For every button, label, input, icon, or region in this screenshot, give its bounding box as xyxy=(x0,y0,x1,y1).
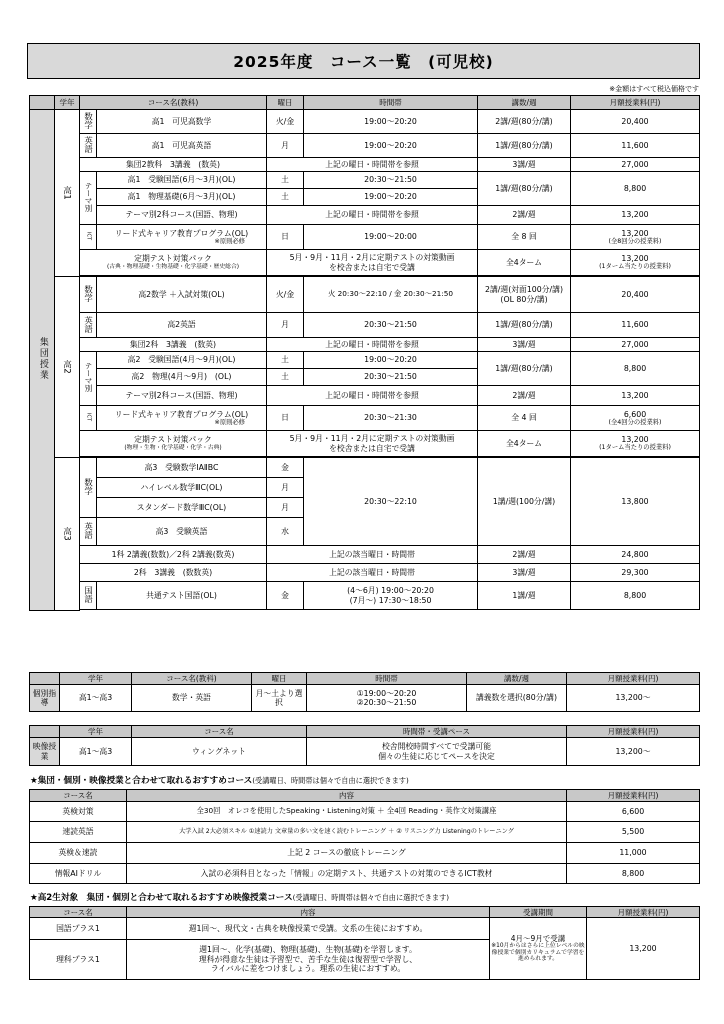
course-lectures: 3講/週 xyxy=(478,338,571,352)
course-period: 4月～9月で受講 ※10月からはさらに上位レベルの映像授業で個別カリキュラムで学習を進められます。 xyxy=(490,918,587,980)
course-lectures: 1講/週 xyxy=(478,582,571,610)
course-time: 上記の曜日・時間帯を参照 xyxy=(267,386,478,406)
course-time: 20:30～21:50 xyxy=(304,369,478,386)
tax-note: ※金額はすべて税込価格です xyxy=(609,85,699,93)
course-lectures: 2講/週(対面100分/講)(OL 80分/講) xyxy=(478,277,571,313)
course-fee: 29,300 xyxy=(571,564,700,582)
course-time: 19:00～20:20 xyxy=(304,189,478,206)
course-day: 土 xyxy=(267,369,304,386)
header-grade: 学年 xyxy=(60,726,132,738)
course-content: 入試の必須科目となった「情報」の定期テスト、共通テストの対策のできるICT教材 xyxy=(127,864,567,884)
course-name: 定期テスト対策パック (物理・生物・化学基礎・化学・古典) xyxy=(80,431,267,457)
course-fee: 27,000 xyxy=(571,338,700,352)
table-row xyxy=(30,458,700,478)
section-label: 個別指導 xyxy=(30,685,60,712)
table-row xyxy=(30,313,700,338)
course-name: 共通テスト国語(OL) xyxy=(97,582,267,610)
grade-label: 高1 xyxy=(55,110,80,277)
header-grade: 学年 xyxy=(60,673,132,685)
course-fee: 13,200 (1ターム当たりの授業料) xyxy=(571,431,700,457)
course-day: 土 xyxy=(267,172,304,189)
course-fee: 8,800 xyxy=(567,864,700,884)
course-fee: 13,200 xyxy=(571,386,700,406)
course-lectures: 2講/週 xyxy=(478,206,571,225)
course-time: 上記の曜日・時間帯を参照 xyxy=(267,206,478,225)
course-day: 日 xyxy=(267,225,304,250)
course-lectures: 1講/週(100分/講) xyxy=(478,458,571,546)
course-day: 月 xyxy=(267,134,304,158)
header-period: 受講期間 xyxy=(490,907,587,918)
subject-label: 英語 xyxy=(80,518,97,546)
course-lectures: 講義数を選択(80分/講) xyxy=(467,685,567,712)
course-time: 20:30～21:30 xyxy=(304,406,478,431)
course-time: 20:30～21:50 xyxy=(304,313,478,338)
course-name: 英検対策 xyxy=(30,802,127,822)
course-fee: 24,800 xyxy=(571,546,700,564)
course-name: 高2数学 ＋入試対策(OL) xyxy=(97,277,267,313)
course-content: 週1回～、現代文・古典を映像授業で受講。文系の生徒におすすめ。 xyxy=(127,918,490,940)
course-fee: 13,200 xyxy=(571,206,700,225)
table-row xyxy=(30,822,700,843)
course-day: 月 xyxy=(267,498,304,518)
header-grade: 学年 xyxy=(55,96,80,110)
course-fee: 20,400 xyxy=(571,277,700,313)
course-day: 火/金 xyxy=(267,277,304,313)
course-lectures: 3講/週 xyxy=(478,564,571,582)
subject-label: テーマ別 xyxy=(80,352,97,406)
header-course: コース名(教科) xyxy=(132,673,252,685)
course-time: 19:00～20:00 xyxy=(304,225,478,250)
individual-table xyxy=(29,672,700,712)
course-fee: 8,800 xyxy=(571,172,700,206)
course-lectures: 1講/週(80分/講) xyxy=(478,172,571,206)
header-content: 内容 xyxy=(127,907,490,918)
course-name: 高2 物理(4月～9月) (OL) xyxy=(97,369,267,386)
course-name: 速読英語 xyxy=(30,822,127,843)
subject-label: 数学 xyxy=(80,458,97,518)
course-day: 火/金 xyxy=(267,110,304,134)
table-row xyxy=(30,338,700,352)
course-lectures: 2講/週(80分/講) xyxy=(478,110,571,134)
video-table xyxy=(29,725,700,766)
subject-label: ICT xyxy=(80,406,97,431)
course-fee: 13,800 xyxy=(571,458,700,546)
course-time: 19:00～20:20 xyxy=(304,352,478,369)
header-content: 内容 xyxy=(127,790,567,802)
course-name: スタンダード数学ⅢC(OL) xyxy=(97,498,267,518)
course-day: 日 xyxy=(267,406,304,431)
course-time: 19:00～20:20 xyxy=(304,134,478,158)
grade-label: 高3 xyxy=(55,458,80,611)
page-title: 2025年度 コース一覧 (可児校) xyxy=(27,43,700,79)
course-name: 高1 物理基礎(6月～3月)(OL) xyxy=(97,189,267,206)
course-lectures: 1講/週(80分/講) xyxy=(478,352,571,386)
header-fee: 月額授業料(円) xyxy=(587,907,700,918)
course-lectures: 全4ターム xyxy=(478,250,571,276)
section-label: 映像授業 xyxy=(30,738,60,766)
course-lectures: 1講/週(80分/講) xyxy=(478,134,571,158)
course-grade: 高1～高3 xyxy=(60,738,132,766)
course-name: リード式キャリア教育プログラム(OL) ※原則必修 xyxy=(97,225,267,250)
course-time: 19:00～20:20 xyxy=(304,110,478,134)
course-lectures: 全4ターム xyxy=(478,431,571,457)
course-grade: 高1～高3 xyxy=(60,685,132,712)
recommend-video-heading: ★高2生対象 集団・個別と合わせて取れるおすすめ映像授業コース(受講曜日、時間帯は個々で自由に選択できます) xyxy=(30,893,450,903)
table-row xyxy=(30,685,700,712)
course-day: 水 xyxy=(267,518,304,546)
course-lectures: 1講/週(80分/講) xyxy=(478,313,571,338)
course-name: テーマ別2科コース(国語、物理) xyxy=(97,386,267,406)
course-name: 高3 受験英語 xyxy=(97,518,267,546)
table-row xyxy=(30,864,700,884)
course-fee: 11,000 xyxy=(567,843,700,864)
table-row xyxy=(30,386,700,406)
course-name: 集団2教科 3講義 (数英) xyxy=(80,158,267,172)
header-course: コース名 xyxy=(132,726,307,738)
course-name: 情報AIドリル xyxy=(30,864,127,884)
subject-label: 英語 xyxy=(80,134,97,158)
course-name: 高1 可児高数学 xyxy=(97,110,267,134)
course-time: 上記の該当曜日・時間帯 xyxy=(267,564,478,582)
course-time: 20:30～21:50 xyxy=(304,172,478,189)
course-name: 高1 受験国語(6月～3月)(OL) xyxy=(97,172,267,189)
header-day: 曜日 xyxy=(267,96,304,110)
course-name: 集団2科 3講義 (数英) xyxy=(80,338,267,352)
course-name: 理科プラス1 xyxy=(30,940,127,980)
course-fee: 6,600 (全4回分の授業料) xyxy=(571,406,700,431)
table-row xyxy=(30,158,700,172)
header-fee: 月額授業料(円) xyxy=(567,790,700,802)
course-day: 月～土より選択 xyxy=(252,685,307,712)
table-row xyxy=(30,918,700,940)
table-row xyxy=(30,172,700,189)
course-time: 20:30～22:10 xyxy=(304,458,478,546)
course-fee: 6,600 xyxy=(567,802,700,822)
table-row xyxy=(30,546,700,564)
course-fee: 27,000 xyxy=(571,158,700,172)
course-fee: 11,600 xyxy=(571,134,700,158)
course-content: 大学入試 2大必須スキル ①速読力 文章量の多い文を速く読むトレーニング ＋ ② リスニング力 Listeningのトレーニング xyxy=(127,822,567,843)
course-time: 火 20:30～22:10 / 金 20:30～21:50 xyxy=(304,277,478,313)
course-lectures: 全 8 回 xyxy=(478,225,571,250)
header-time: 時間帯 xyxy=(307,673,467,685)
course-time: 上記の曜日・時間帯を参照 xyxy=(267,158,478,172)
recommend-table xyxy=(29,789,700,884)
course-time: 5月・9月・11月・2月に定期テストの対策動画を校舎または自宅で受講 xyxy=(267,250,478,276)
header-day: 曜日 xyxy=(252,673,307,685)
course-lectures: 2講/週 xyxy=(478,386,571,406)
course-lectures: 全 4 回 xyxy=(478,406,571,431)
course-time: 上記の曜日・時間帯を参照 xyxy=(267,338,478,352)
table-row xyxy=(30,802,700,822)
table-row xyxy=(30,277,700,313)
course-name: 1科 2講義(数数)／2科 2講義(数英) xyxy=(80,546,267,564)
course-time: 校舎開校時間すべてで受講可能 個々の生徒に応じてペースを決定 xyxy=(307,738,567,766)
header-fee: 月額授業料(円) xyxy=(571,96,700,110)
subject-label: テーマ別 xyxy=(80,172,97,225)
course-name: ハイレベル数学ⅢC(OL) xyxy=(97,478,267,498)
course-name: リード式キャリア教育プログラム(OL) ※原則必修 xyxy=(97,406,267,431)
subject-label: 英語 xyxy=(80,313,97,338)
recommend-video-table xyxy=(29,906,700,980)
course-fee: 5,500 xyxy=(567,822,700,843)
course-fee: 13,200～ xyxy=(567,738,700,766)
course-name: 高2 受験国語(4月～9月)(OL) xyxy=(97,352,267,369)
course-day: 月 xyxy=(267,478,304,498)
table-row xyxy=(30,406,700,431)
table-row xyxy=(30,843,700,864)
course-time: 上記の該当曜日・時間帯 xyxy=(267,546,478,564)
subject-label: 数学 xyxy=(80,110,97,134)
course-fee: 8,800 xyxy=(571,352,700,386)
course-name: テーマ別2科コース(国語、物理) xyxy=(97,206,267,225)
table-row xyxy=(30,110,700,134)
table-row xyxy=(30,738,700,766)
course-day: 月 xyxy=(267,313,304,338)
course-name: 定期テスト対策パック (古典・物理基礎・生物基礎・化学基礎・歴史総合) xyxy=(80,250,267,276)
header-course: コース名(教科) xyxy=(80,96,267,110)
course-time: ①19:00～20:20 ②20:30～21:50 xyxy=(307,685,467,712)
header-fee: 月額授業料(円) xyxy=(567,673,700,685)
header-lectures: 講数/週 xyxy=(467,673,567,685)
table-row xyxy=(30,431,700,457)
course-time: 5月・9月・11月・2月に定期テストの対策動画を校舎または自宅で受講 xyxy=(267,431,478,457)
header-course: コース名 xyxy=(30,907,127,918)
course-fee: 11,600 xyxy=(571,313,700,338)
subject-label: ICT xyxy=(80,225,97,250)
course-content: 全30回 オレコを使用したSpeaking・Listening対策 ＋ 全4回 Reading・英作文対策講座 xyxy=(127,802,567,822)
course-fee: 20,400 xyxy=(571,110,700,134)
header-time: 時間帯 xyxy=(304,96,478,110)
course-name: 英検＆速読 xyxy=(30,843,127,864)
table-row xyxy=(30,206,700,225)
course-day: 金 xyxy=(267,458,304,478)
header-time: 時間帯・受講ペース xyxy=(307,726,567,738)
course-name: ウィングネット xyxy=(132,738,307,766)
course-name: 高1 可児高英語 xyxy=(97,134,267,158)
course-name: 高2英語 xyxy=(97,313,267,338)
course-fee: 8,800 xyxy=(571,582,700,610)
group-course-table xyxy=(29,95,700,611)
course-fee: 13,200 (全8回分の授業料) xyxy=(571,225,700,250)
group-label: 集団授業 xyxy=(30,110,55,611)
table-row xyxy=(30,564,700,582)
course-fee: 13,200 (1ターム当たりの授業料) xyxy=(571,250,700,276)
course-name: 数学・英語 xyxy=(132,685,252,712)
course-time: (4～6月) 19:00～20:20 (7月～) 17:30～18:50 xyxy=(304,582,478,610)
subject-label: 数学 xyxy=(80,277,97,313)
course-name: 2科 3講義 (数数英) xyxy=(80,564,267,582)
course-lectures: 2講/週 xyxy=(478,546,571,564)
header-course: コース名 xyxy=(30,790,127,802)
table-row xyxy=(30,582,700,610)
header-fee: 月額授業料(円) xyxy=(567,726,700,738)
course-day: 土 xyxy=(267,352,304,369)
table-header xyxy=(30,96,700,110)
course-day: 金 xyxy=(267,582,304,610)
subject-label: 国語 xyxy=(80,582,97,610)
grade-label: 高2 xyxy=(55,277,80,458)
course-name: 高3 受験数学ⅠAⅡBC xyxy=(97,458,267,478)
table-row xyxy=(30,225,700,250)
course-lectures: 3講/週 xyxy=(478,158,571,172)
header-lectures: 講数/週 xyxy=(478,96,571,110)
course-fee: 13,200 xyxy=(587,918,700,980)
course-day: 土 xyxy=(267,189,304,206)
table-row xyxy=(30,134,700,158)
table-row xyxy=(30,352,700,369)
recommend-heading: ★集団・個別・映像授業と合わせて取れるおすすめコース(受講曜日、時間帯は個々で自由に選択できます) xyxy=(30,776,409,786)
course-content: 上記 2 コースの徹底トレーニング xyxy=(127,843,567,864)
course-name: 国語プラス1 xyxy=(30,918,127,940)
course-content: 週1回～、化学(基礎)、物理(基礎)、生物(基礎)を学習します。 理科が得意な生徒は予習型で、苦手な生徒は復習型で学習し、 ライバルに差をつけましょう。理系の生徒におすすめ。 xyxy=(127,940,490,980)
table-row xyxy=(30,250,700,276)
course-fee: 13,200～ xyxy=(567,685,700,712)
